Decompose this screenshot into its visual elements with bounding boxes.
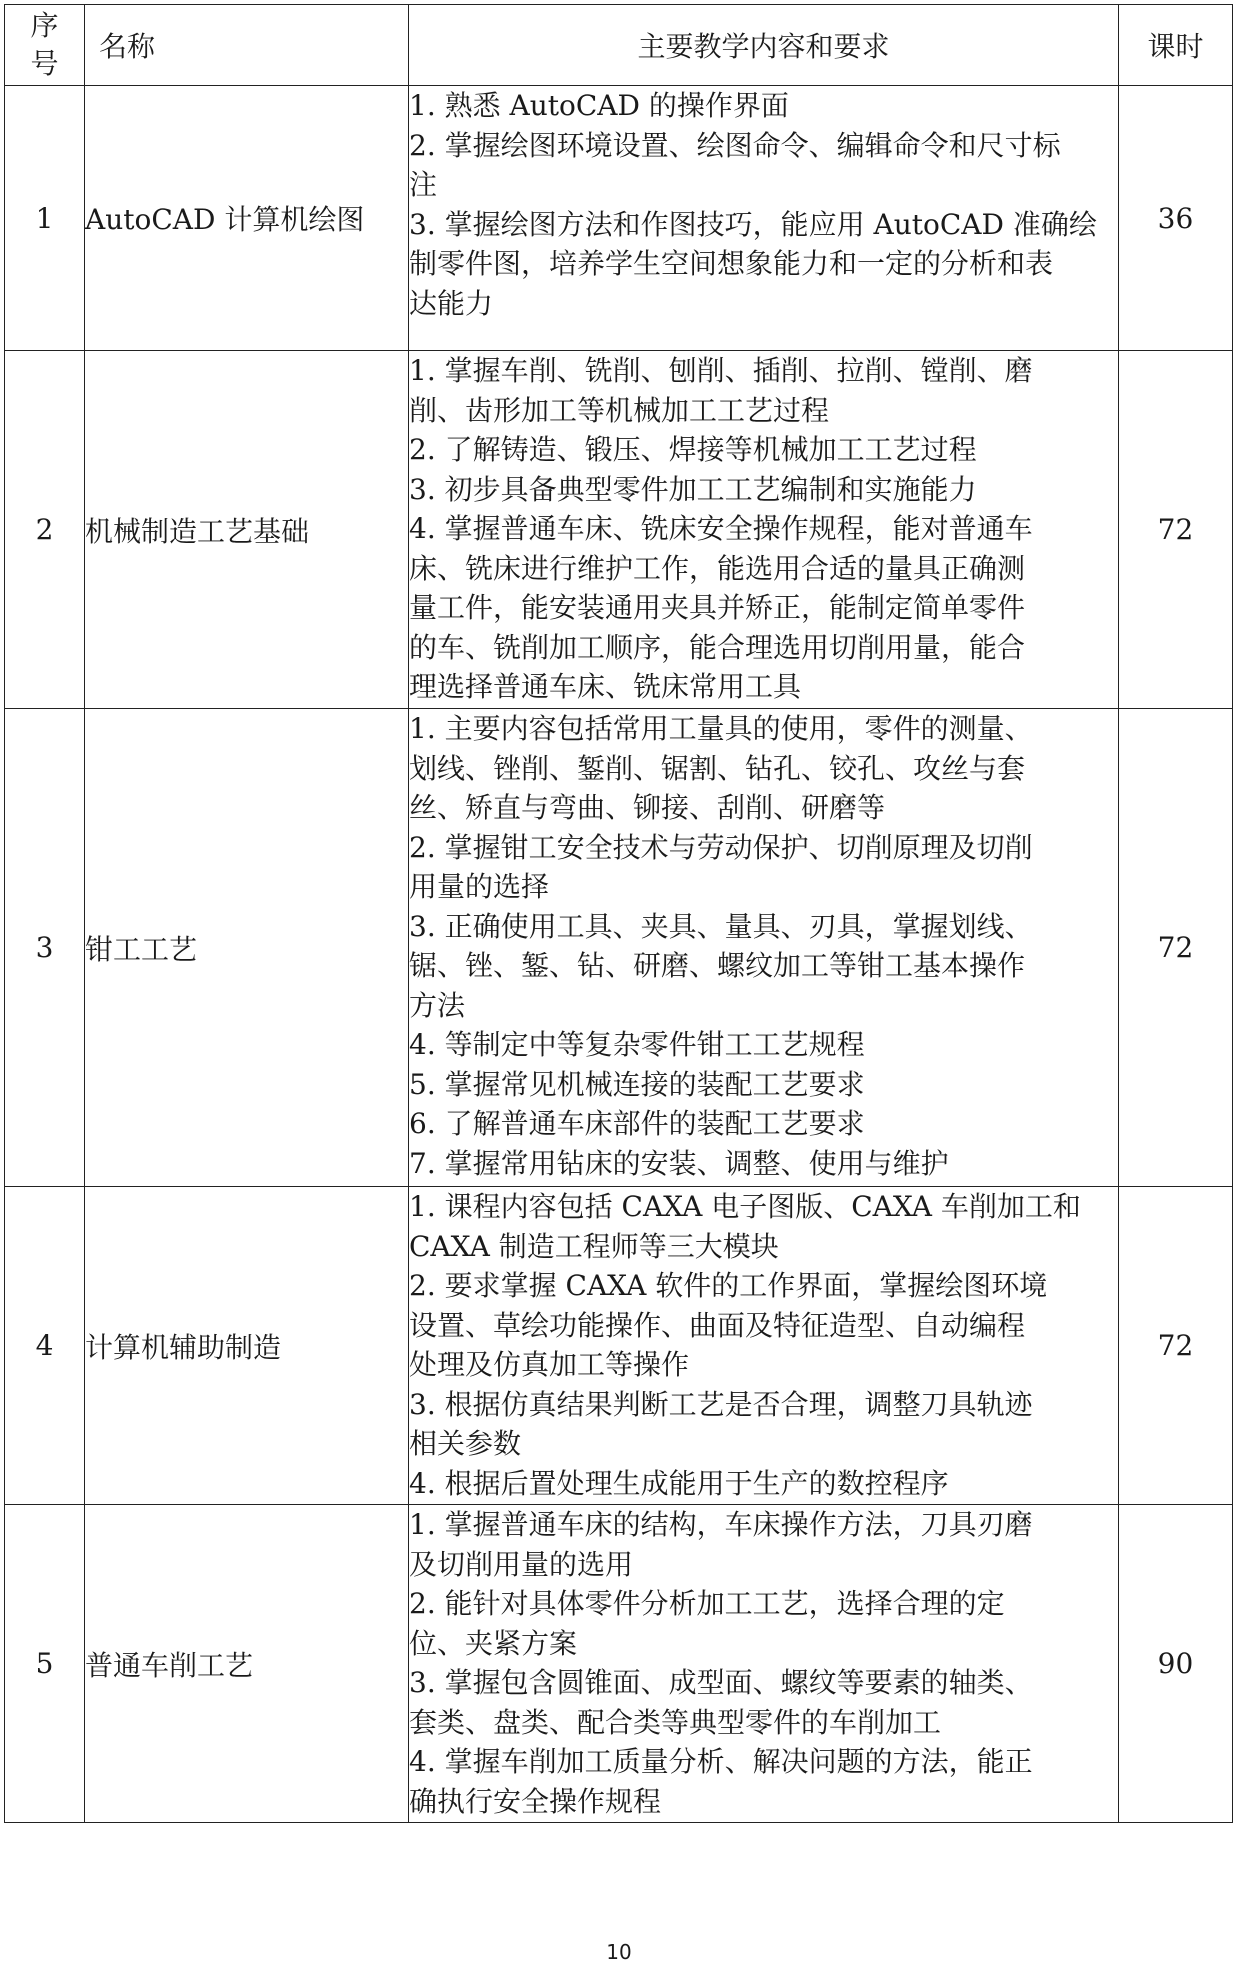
content-line: 7. 掌握常用钻床的安装、调整、使用与维护: [409, 1146, 949, 1180]
content-line: 5. 掌握常见机械连接的装配工艺要求: [409, 1067, 865, 1101]
content-line: 及切削用量的选用: [409, 1547, 634, 1581]
content-line: 2. 能针对具体零件分析加工工艺，选择合理的定: [409, 1587, 1005, 1620]
course-name: 机械制造工艺基础: [85, 351, 409, 709]
course-content: [409, 86, 1119, 351]
course-content: [409, 1187, 1119, 1505]
content-line: 1. 掌握普通车床的结构，车床操作方法，刀具刃磨: [409, 1508, 1033, 1541]
content-line: 6. 了解普通车床部件的装配工艺要求: [409, 1107, 865, 1140]
course-hours: 90: [1119, 1505, 1233, 1823]
content-line: 3. 掌握包含圆锥面、成型面、螺纹等要素的轴类、: [409, 1666, 1033, 1699]
content-line: 套类、盘类、配合类等典型零件的车削加工: [409, 1705, 942, 1739]
content-line: 4. 根据后置处理生成能用于生产的数控程序: [409, 1466, 949, 1500]
row-number: 1: [5, 86, 85, 351]
table-row: [5, 1187, 1233, 1505]
content-line: 相关参数: [409, 1427, 522, 1460]
content-line: 3. 根据仿真结果判断工艺是否合理，调整刀具轨迹: [409, 1387, 1033, 1421]
course-name: 计算机辅助制造: [85, 1187, 409, 1505]
content-line: CAXA 制造工程师等三大模块: [409, 1229, 779, 1263]
row-number: 5: [5, 1505, 85, 1823]
content-line: 划线、锉削、錾削、锯割、钻孔、铰孔、攻丝与套: [409, 751, 1026, 785]
content-line: 2. 掌握钳工安全技术与劳动保护、切削原理及切削: [409, 830, 1033, 864]
course-content: [409, 351, 1119, 709]
course-hours: 72: [1119, 709, 1233, 1187]
content-line: 制零件图，培养学生空间想象能力和一定的分析和表: [409, 247, 1054, 280]
row-number: 2: [5, 351, 85, 709]
content-line: 4. 等制定中等复杂零件钳工工艺规程: [409, 1028, 865, 1061]
content-line: 用量的选择: [409, 870, 550, 903]
content-line: 方法: [409, 988, 466, 1022]
content-line: 的车、铣削加工顺序，能合理选用切削用量，能合: [409, 630, 1026, 664]
course-name: 钳工工艺: [85, 709, 409, 1187]
table-row: [5, 86, 1233, 351]
header-serial-number: 序 号: [5, 5, 85, 86]
content-line: 2. 了解铸造、锻压、焊接等机械加工工艺过程: [409, 433, 977, 466]
content-line: 理选择普通车床、铣床常用工具: [409, 670, 802, 703]
content-line: 削、齿形加工等机械加工工艺过程: [409, 393, 830, 427]
row-number: 4: [5, 1187, 85, 1505]
content-line: 位、夹紧方案: [409, 1626, 578, 1660]
row-number: 3: [5, 709, 85, 1187]
content-line: 3. 正确使用工具、夹具、量具、刃具，掌握划线、: [409, 909, 1033, 943]
table-row: [5, 709, 1233, 1187]
course-hours: 36: [1119, 86, 1233, 351]
content-line: 1. 课程内容包括 CAXA 电子图版、CAXA 车削加工和: [409, 1190, 1081, 1223]
table-row: [5, 1505, 1233, 1823]
page-number: 10: [606, 1940, 632, 1964]
table-header-row: [5, 5, 1233, 86]
course-content: [409, 709, 1119, 1187]
course-name: 普通车削工艺: [85, 1505, 409, 1823]
course-name: AutoCAD 计算机绘图: [85, 86, 409, 351]
content-line: 1. 主要内容包括常用工量具的使用，零件的测量、: [409, 712, 1033, 745]
content-line: 丝、矫直与弯曲、铆接、刮削、研磨等: [409, 791, 886, 824]
content-line: 设置、草绘功能操作、曲面及特征造型、自动编程: [409, 1308, 1026, 1342]
content-line: 4. 掌握车削加工质量分析、解决问题的方法，能正: [409, 1745, 1033, 1778]
course-hours: 72: [1119, 351, 1233, 709]
table-row: [5, 351, 1233, 709]
content-line: 达能力: [409, 286, 494, 320]
content-line: 确执行安全操作规程: [409, 1784, 662, 1818]
content-line: 处理及仿真加工等操作: [409, 1348, 690, 1381]
content-line: 3. 掌握绘图方法和作图技巧，能应用 AutoCAD 准确绘: [409, 207, 1097, 241]
header-content: 主要教学内容和要求: [409, 5, 1119, 86]
header-name: 名称: [85, 5, 409, 86]
content-line: 2. 要求掌握 CAXA 软件的工作界面，掌握绘图环境: [409, 1269, 1048, 1302]
header-hours: 课时: [1119, 5, 1233, 86]
course-hours: 72: [1119, 1187, 1233, 1505]
course-table: [4, 4, 1233, 1823]
content-line: 床、铣床进行维护工作，能选用合适的量具正确测: [409, 551, 1026, 585]
content-line: 3. 初步具备典型零件加工工艺编制和实施能力: [409, 472, 977, 506]
content-line: 注: [409, 168, 438, 201]
course-content: [409, 1505, 1119, 1823]
content-line: 4. 掌握普通车床、铣床安全操作规程，能对普通车: [409, 512, 1033, 545]
content-line: 1. 熟悉 AutoCAD 的操作界面: [409, 89, 789, 122]
content-line: 量工件，能安装通用夹具并矫正，能制定简单零件: [409, 591, 1026, 624]
content-line: 2. 掌握绘图环境设置、绘图命令、编辑命令和尺寸标: [409, 128, 1061, 162]
content-line: 锯、锉、錾、钻、研磨、螺纹加工等钳工基本操作: [409, 949, 1026, 982]
content-line: 1. 掌握车削、铣削、刨削、插削、拉削、镗削、磨: [409, 354, 1033, 387]
